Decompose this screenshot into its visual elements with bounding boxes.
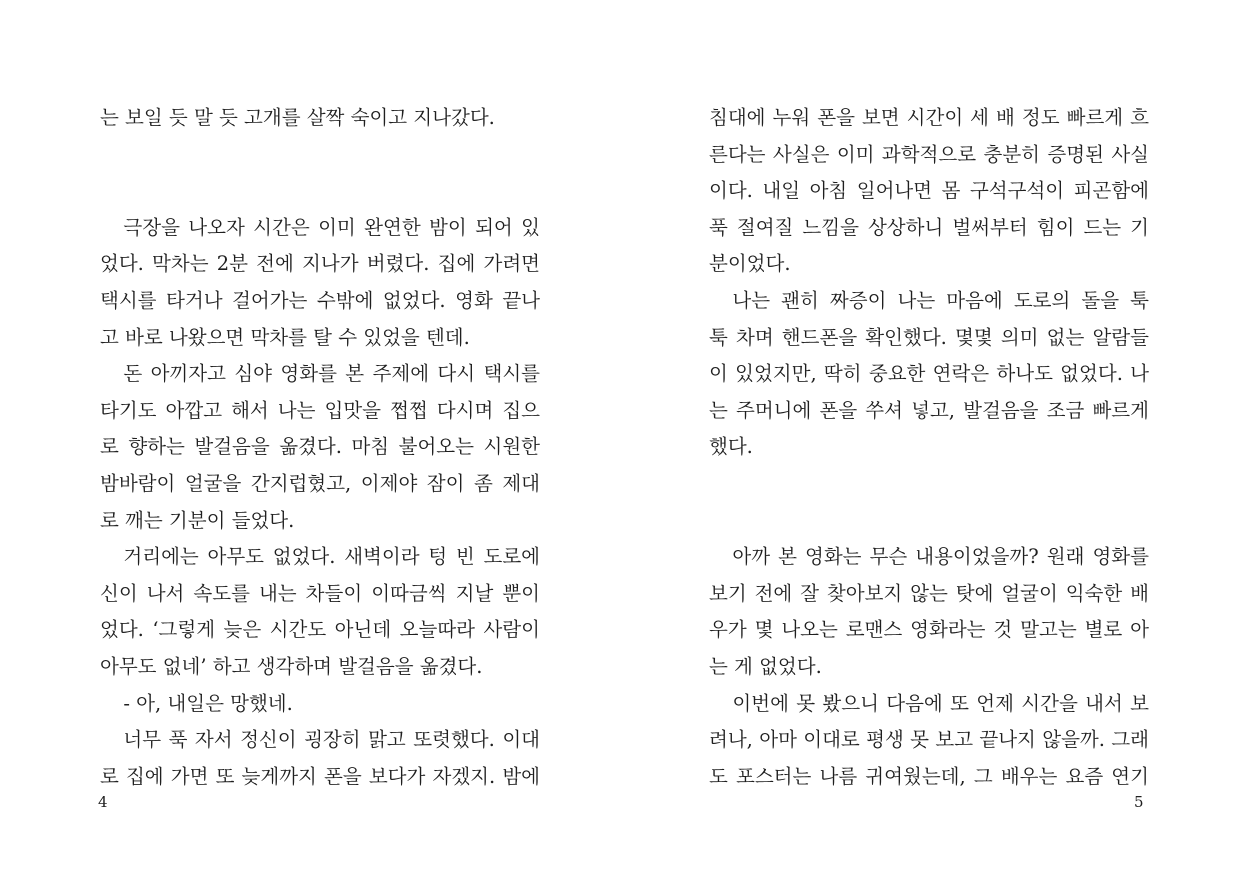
text-line: 돈 아끼자고 심야 영화를 본 주제에 다시 택시를 bbox=[123, 362, 540, 386]
text-line: 밤바람이 얼굴을 간지럽혔고, 이제야 잠이 좀 제대 bbox=[100, 471, 540, 495]
text-line: 아까 본 영화는 무슨 내용이었을까? 원래 영화를 bbox=[732, 545, 1149, 569]
blank-line bbox=[100, 137, 540, 174]
text-line: 었다. ‘그렇게 늦은 시간도 아닌데 오늘따라 사람이 bbox=[100, 618, 540, 642]
text-line: 했다. bbox=[709, 435, 753, 459]
right-page bbox=[620, 0, 1240, 874]
text-line: 침대에 누워 폰을 보면 시간이 세 배 정도 빠르게 흐 bbox=[709, 106, 1149, 129]
text-line: 극장을 나오자 시간은 이미 완연한 밤이 되어 있 bbox=[123, 215, 540, 239]
blank-line bbox=[709, 503, 1149, 540]
text-line: 이 있었지만, 딱히 중요한 연락은 하나도 없었다. 나 bbox=[709, 362, 1149, 386]
text-line: 너무 푹 자서 정신이 굉장히 맑고 또렷했다. 이대 bbox=[123, 728, 540, 752]
text-line: 이다. 내일 아침 일어나면 몸 구석구석이 피곤함에 bbox=[709, 179, 1149, 203]
right-page-text bbox=[709, 100, 1149, 795]
text-line: 고 바로 나왔으면 막차를 탈 수 있었을 텐데. bbox=[100, 325, 470, 349]
text-line: 로 집에 가면 또 늦게까지 폰을 보다가 자겠지. 밤에 bbox=[100, 764, 540, 788]
text-line: 로 깨는 기분이 들었다. bbox=[100, 508, 295, 532]
text-line: 신이 나서 속도를 내는 차들이 이따금씩 지날 뿐이 bbox=[100, 581, 540, 605]
text-line: 른다는 사실은 이미 과학적으로 충분히 증명된 사실 bbox=[709, 142, 1149, 166]
text-line: 우가 몇 나오는 로맨스 영화라는 것 말고는 별로 아 bbox=[709, 618, 1149, 642]
text-line: 는 보일 듯 말 듯 고개를 살짝 숙이고 지나갔다. bbox=[100, 106, 495, 129]
text-line: 었다. 막차는 2분 전에 지나가 버렸다. 집에 가려면 bbox=[100, 252, 540, 276]
text-line: 이번에 못 봤으니 다음에 또 언제 시간을 내서 보 bbox=[732, 691, 1149, 715]
text-line: 려나, 아마 이대로 평생 못 보고 끝나지 않을까. 그래 bbox=[709, 728, 1149, 752]
text-line: 는 주머니에 폰을 쑤셔 넣고, 발걸음을 조금 빠르게 bbox=[709, 398, 1149, 422]
blank-line bbox=[100, 173, 540, 210]
text-line: 보기 전에 잘 찾아보지 않는 탓에 얼굴이 익숙한 배 bbox=[709, 581, 1149, 605]
blank-line bbox=[709, 466, 1149, 503]
text-line: 푹 절여질 느낌을 상상하니 벌써부터 힘이 드는 기 bbox=[709, 215, 1149, 239]
text-line: - 아, 내일은 망했네. bbox=[123, 691, 293, 715]
text-line: 툭 차며 핸드폰을 확인했다. 몇몇 의미 없는 알람들 bbox=[709, 325, 1149, 349]
page-number: 4 bbox=[98, 793, 108, 811]
page-number: 5 bbox=[1134, 793, 1144, 811]
text-line: 타기도 아깝고 해서 나는 입맛을 쩝쩝 다시며 집으 bbox=[100, 398, 540, 422]
text-line: 나는 괜히 짜증이 나는 마음에 도로의 돌을 툭 bbox=[732, 288, 1149, 312]
text-line: 분이었다. bbox=[709, 252, 791, 276]
text-line: 아무도 없네’ 하고 생각하며 발걸음을 옮겼다. bbox=[100, 654, 483, 678]
left-page-text bbox=[100, 100, 540, 795]
text-line: 도 포스터는 나름 귀여웠는데, 그 배우는 요즘 연기 bbox=[709, 764, 1149, 788]
text-line: 택시를 타거나 걸어가는 수밖에 없었다. 영화 끝나 bbox=[100, 288, 540, 312]
text-line: 는 게 없었다. bbox=[709, 654, 822, 678]
text-line: 거리에는 아무도 없었다. 새벽이라 텅 빈 도로에 bbox=[123, 545, 540, 569]
text-line: 로 향하는 발걸음을 옮겼다. 마침 불어오는 시원한 bbox=[100, 435, 540, 459]
